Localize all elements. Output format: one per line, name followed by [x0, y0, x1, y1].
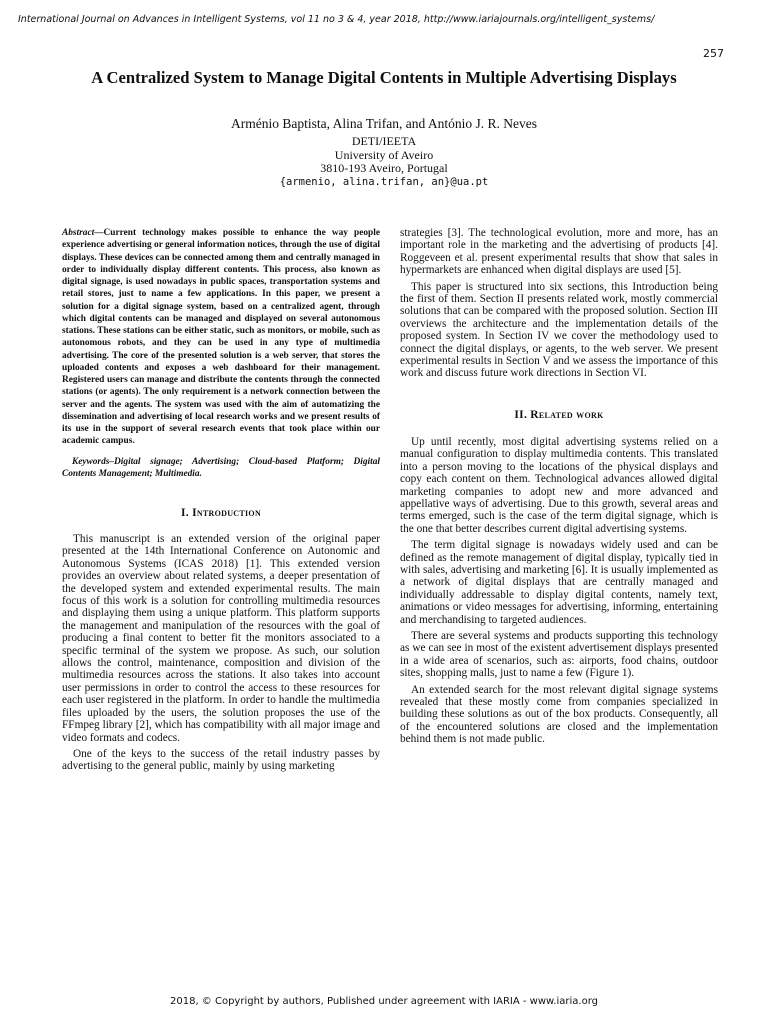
journal-header: International Journal on Advances in Intelligent Systems, vol 11 no 3 & 4, year 2018, http://www.iariajournals.org/intelligent_systems/	[18, 14, 655, 25]
page-number: 257	[703, 47, 724, 60]
intro-paragraph-2-continued: strategies [3]. The technological evolution, more and more, has an important role in the marketing and the advertising of products [4]. Roggeveen et al. present experimental results that show that sales in hypermarkets are enhanced when digital displays are used [5].	[400, 227, 718, 277]
section-heading-related-work: II. Related work	[514, 408, 604, 421]
related-paragraph-2: The term digital signage is nowadays widely used and can be defined as the remote management of digital display, typically tied in with sales, advertising and marketing [6]. It is usually implemented as a network of digital displays that are centrally managed and individually addressable to display digital contents, namely text, animations or video messages for advertising, informing, entertaining and merchandising to targeted audiences.	[400, 539, 718, 626]
affiliation	[60, 135, 708, 190]
authors: Arménio Baptista, Alina Trifan, and António J. R. Neves	[231, 116, 537, 131]
related-paragraph-4: An extended search for the most relevant digital signage systems revealed that these mostly come from companies specialized in building these solutions as out of the box products. Consequently, all of the encountered solutions are closed and the implementation behind them is not made public.	[400, 683, 718, 746]
abstract	[62, 227, 380, 448]
intro-paragraph-3: This paper is structured into six sections, this Introduction being the first of them. Section II presents related work, mostly commercial solutions that can be compared with the proposed solution. Section III overviews the architecture and the implementation details of the proposed system. In Section IV we cover the methodology used to connect the digital displays, or agents, to the web server. We present experimental results in Section V and we assess the importance of this work and discuss future work directions in Section VI.	[400, 280, 718, 380]
intro-paragraph-2: One of the keys to the success of the retail industry passes by advertising to the general public, mainly by using marketing	[62, 747, 380, 773]
right-column	[400, 227, 718, 746]
intro-paragraph-1: This manuscript is an extended version of the original paper presented at the 14th International Conference on Autonomic and Autonomous Systems (ICAS 2018) [1]. This extended version provides an overview about related systems, a deeper presentation of the developed system and extended experimental results. The main focus of this work is a solution for controlling multimedia resources and displaying them using a unique platform. This platform supports the management and manipulation of the resources with the goal of producing a final content to better fit the monitors associated to a specific terminal of the system we propose. As such, our solution allows the control, maintenance, composition and division of the multimedia resources across the stations. It also takes into account user permissions in order to control the access to these resources for each user registered in the platform. In order to handle the multimedia files uploaded by the users, the solution proposes the use of the FFmpeg library [2], which has compatibility with all major image and video formats and codecs.	[62, 533, 380, 744]
affiliation-address: 3810-193 Aveiro, Portugal	[320, 161, 448, 176]
copyright-footer: 2018, © Copyright by authors, Published under agreement with IARIA - www.iaria.org	[170, 996, 598, 1007]
section-heading-introduction: I. Introduction	[180, 507, 262, 519]
left-column	[62, 227, 380, 773]
keywords: Keywords–Digital signage; Advertising; Cloud-based Platform; Digital Contents Management; Multimedia.	[62, 456, 380, 479]
abstract-lead: Abstract	[62, 228, 95, 238]
related-paragraph-3: There are several systems and products supporting this technology as we can see in most of the existent advertisement displays presented in a wide area of scenarios, such as: airports, food chains, outdoor sites, shopping malls, just to name a few (Figure 1).	[400, 629, 718, 680]
affiliation-dept: DETI/IEETA	[351, 134, 417, 148]
abstract-text: —Current technology makes possible to enhance the way people experience advertising or general information notices, through the use of digital displays. These devices can be connected among them and centrally managed in order to individually display different contents. This process, also known as digital signage, is used nowadays in public spaces, transportation systems and retail stores, just to name a few applications. In this paper, we present a solution for a digital signage system, based on a centralized agent, through which digital contents can be managed and displayed on several autonomous stations. These stations can be either static, such as monitors, or mobile, such as autonomous robots, and they can be used in any type of multimedia advertising. The core of the presented solution is a web server, that stores the uploaded contents and exposes a web dashboard for their management. Registered users can manage and distribute the contents through the connected stations (or agents). The only requirement is a network connection between the server and the agents. The system was used with the aim of automatizing the dissemination and advertising of local research works and we present results of its use in the support of several research events that took place within our academic campus.	[62, 228, 380, 447]
affiliation-email: {armenio, alina.trifan, an}@ua.pt	[279, 176, 489, 189]
related-paragraph-1: Up until recently, most digital advertising systems relied on a manual configuration to display multimedia contents. This translated into a person moving to the locations of the physical displays and copy each content on them. Technological advances allowed digital marketing companies to adopt new and more advanced and appellative ways of advertising. Due to this growth, several areas and terms emerged, such is the case of the term digital signage, which is the one that better describes current digital advertising systems.	[400, 435, 718, 535]
affiliation-university: University of Aveiro	[334, 147, 434, 162]
paper-title: A Centralized System to Manage Digital Contents in Multiple Advertising Displays	[91, 68, 677, 87]
